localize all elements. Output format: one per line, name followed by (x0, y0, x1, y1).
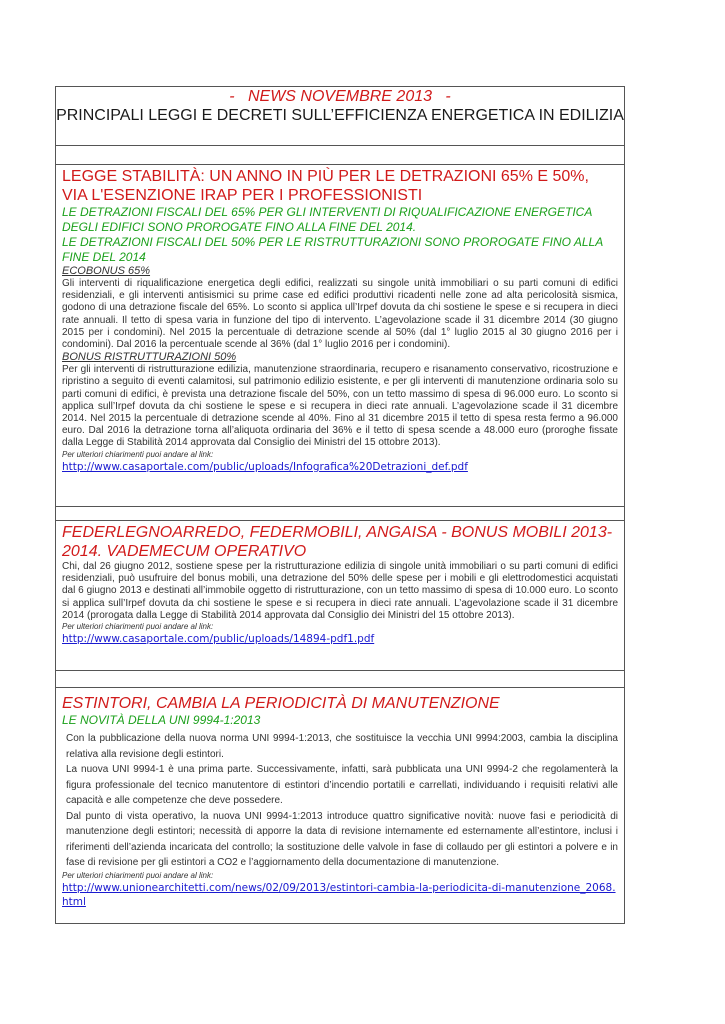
article-title: LEGGE STABILITÀ: UN ANNO IN PIÙ PER LE DETRAZIONI 65% E 50%, VIA L'ESENZIONE IRAP PER I PROFESSIONISTI (62, 168, 589, 204)
paragraph: Dal punto di vista operativo, la nuova UNI 9994-1:2013 introduce quattro significative novità: nuove fasi e periodicità di manutenzione degli estintori; necessità di apporre la data di revisione internamente ed esternamente all’estintore, inclusi i riferimenti dell’azienda incaricata del controllo; la sostituzione delle valvole in fase di collaudo per gli estintori a polvere e in fase di revisione per gli estintori a CO2 e l’aggiornamento della documentazione di manutenzione. (66, 810, 618, 868)
newsletter-title: - NEWS NOVEMBRE 2013 - (229, 88, 451, 105)
article-lead: LE DETRAZIONI FISCALI DEL 65% PER GLI INTERVENTI DI RIQUALIFICAZIONE ENERGETICA DEGLI EDIFICI SONO PROROGATE FINO ALLA FINE DEL 2014. (62, 205, 592, 234)
divider (55, 687, 625, 688)
article-estintori (62, 694, 618, 909)
infografica-link[interactable]: http://www.casaportale.com/public/uploads/Infografica%20Detrazioni_def.pdf (62, 460, 468, 473)
link-note: Per ulteriori chiarimenti puoi andare al link: (62, 622, 214, 632)
paragraph: La nuova UNI 9994-1 è una prima parte. Successivamente, infatti, sarà pubblicata una UNI 9994-2 che regolamenterà la figura professionale del tecnico manutentore di estintori d’incendio portatili e carrellati, individuando i requisiti relativi alle capacità e alle competenze che deve possedere. (66, 764, 618, 806)
newsletter-header (56, 88, 624, 125)
link-note: Per ulteriori chiarimenti puoi andare al link: (62, 870, 214, 880)
divider (55, 145, 625, 146)
article-lead: LE DETRAZIONI FISCALI DEL 50% PER LE RISTRUTTURAZIONI SONO PROROGATE FINO ALLA FINE DEL 2014 (62, 235, 603, 264)
vademecum-link[interactable]: http://www.casaportale.com/public/uploads/14894-pdf1.pdf (62, 633, 375, 646)
section-heading-ecobonus: ECOBONUS 65% (62, 265, 151, 277)
article-legge-stabilita (62, 167, 618, 474)
section-heading-bonus-ristrutturazioni: BONUS RISTRUTTURAZIONI 50% (62, 351, 237, 364)
paragraph-ecobonus: Gli interventi di riqualificazione energetica degli edifici, realizzati su singole unità immobiliari o su parti comuni di edifici residenziali, e gli interventi antisismici su prime case ed edifici produttivi ricadenti nelle zone ad alta pericolosità sismica, godono di una detrazione fiscale del 65%. Lo sconto si applica ull’Irpef dovuta da chi sostiene le spese e si recupera in dieci rate annuali. Il tetto di spesa varia in funzione del tipo di intervento. L’agevolazione scade il 31 dicembre 2014 (30 giugno 2015 per i condomini). Nel 2015 la percentuale di detrazione scende al 50% (dal 1° luglio 2015 al 30 giugno 2016 per i condomini). Dal 2016 la percentuale scende al 36% (dal 1° luglio 2016 per i condomini). (62, 278, 618, 351)
paragraph: Con la pubblicazione della nuova norma UNI 9994-1:2013, che sostituisce la vecchia UNI 9994:2003, cambia la disciplina relativa alla revisione degli estintori. (66, 733, 618, 760)
article-title: ESTINTORI, CAMBIA LA PERIODICITÀ DI MANUTENZIONE (62, 695, 500, 712)
divider (55, 164, 625, 165)
divider (55, 506, 625, 507)
divider (55, 520, 625, 521)
divider (55, 670, 625, 671)
newsletter-subtitle: PRINCIPALI LEGGI E DECRETI SULL’EFFICIENZA ENERGETICA IN EDILIZIA (56, 107, 624, 124)
article-title: FEDERLEGNOARREDO, FEDERMOBILI, ANGAISA - BONUS MOBILI 2013-2014. VADEMECUM OPERATIVO (62, 524, 613, 560)
paragraph-bonus-mobili: Chi, dal 26 giugno 2012, sostiene spese per la ristrutturazione edilizia di singole unità immobiliari o su parti comuni di edifici residenziali, può usufruire del bonus mobili, una detrazione del 50% delle spese per i mobili e gli elettrodomestici acquistati dal 6 giugno 2013 e destinati all’immobile oggetto di ristrutturazione, con un tetto massimo di spesa di 10.000 euro. Lo sconto si applica sull’Irpef dovuta da chi sostiene le spese e si recupera in dieci rate annuali. L’agevolazione scade il 31 dicembre 2014 (prorogata dalla Legge di Stabilità 2014 approvata dal Consiglio dei Ministri del 15 ottobre 2013). (62, 561, 618, 621)
paragraph-bonus-ristrutturazioni: Per gli interventi di ristrutturazione edilizia, manutenzione straordinaria, recupero e risanamento conservativo, ricostruzione e ripristino a seguito di eventi calamitosi, sul patrimonio edilizio esistente, e per gli interventi di manutenzione ordinaria solo su parti comuni di edifici, è prevista una detrazione fiscale del 50%, con un tetto massimo di spesa di 96.000 euro. Lo sconto si applica sull’Irpef dovuta da chi sostiene le spese e si recupera in dieci rate annuali. L’agevolazione scade il 31 dicembre 2014. Nel 2015 la percentuale di detrazione scende al 40%. Fino al 31 dicembre 2015 il tetto di spesa resta fermo a 96.000 euro. Dal 2016 la detrazione torna all’aliquota ordinaria del 36% e il tetto di spesa scende a 48.000 euro (proroghe fissate dalla Legge di Stabilità 2014 approvata dal Consiglio dei Ministri del 15 ottobre 2013). (62, 364, 618, 449)
article-lead: LE NOVITÀ DELLA UNI 9994-1:2013 (62, 713, 261, 727)
estintori-link[interactable]: http://www.unionearchitetti.com/news/02/09/2013/estintori-cambia-la-periodicita-di-manutenzione_2068.html (62, 881, 616, 908)
link-note: Per ulteriori chiarimenti puoi andare al link: (62, 449, 214, 459)
article-bonus-mobili (62, 523, 618, 646)
